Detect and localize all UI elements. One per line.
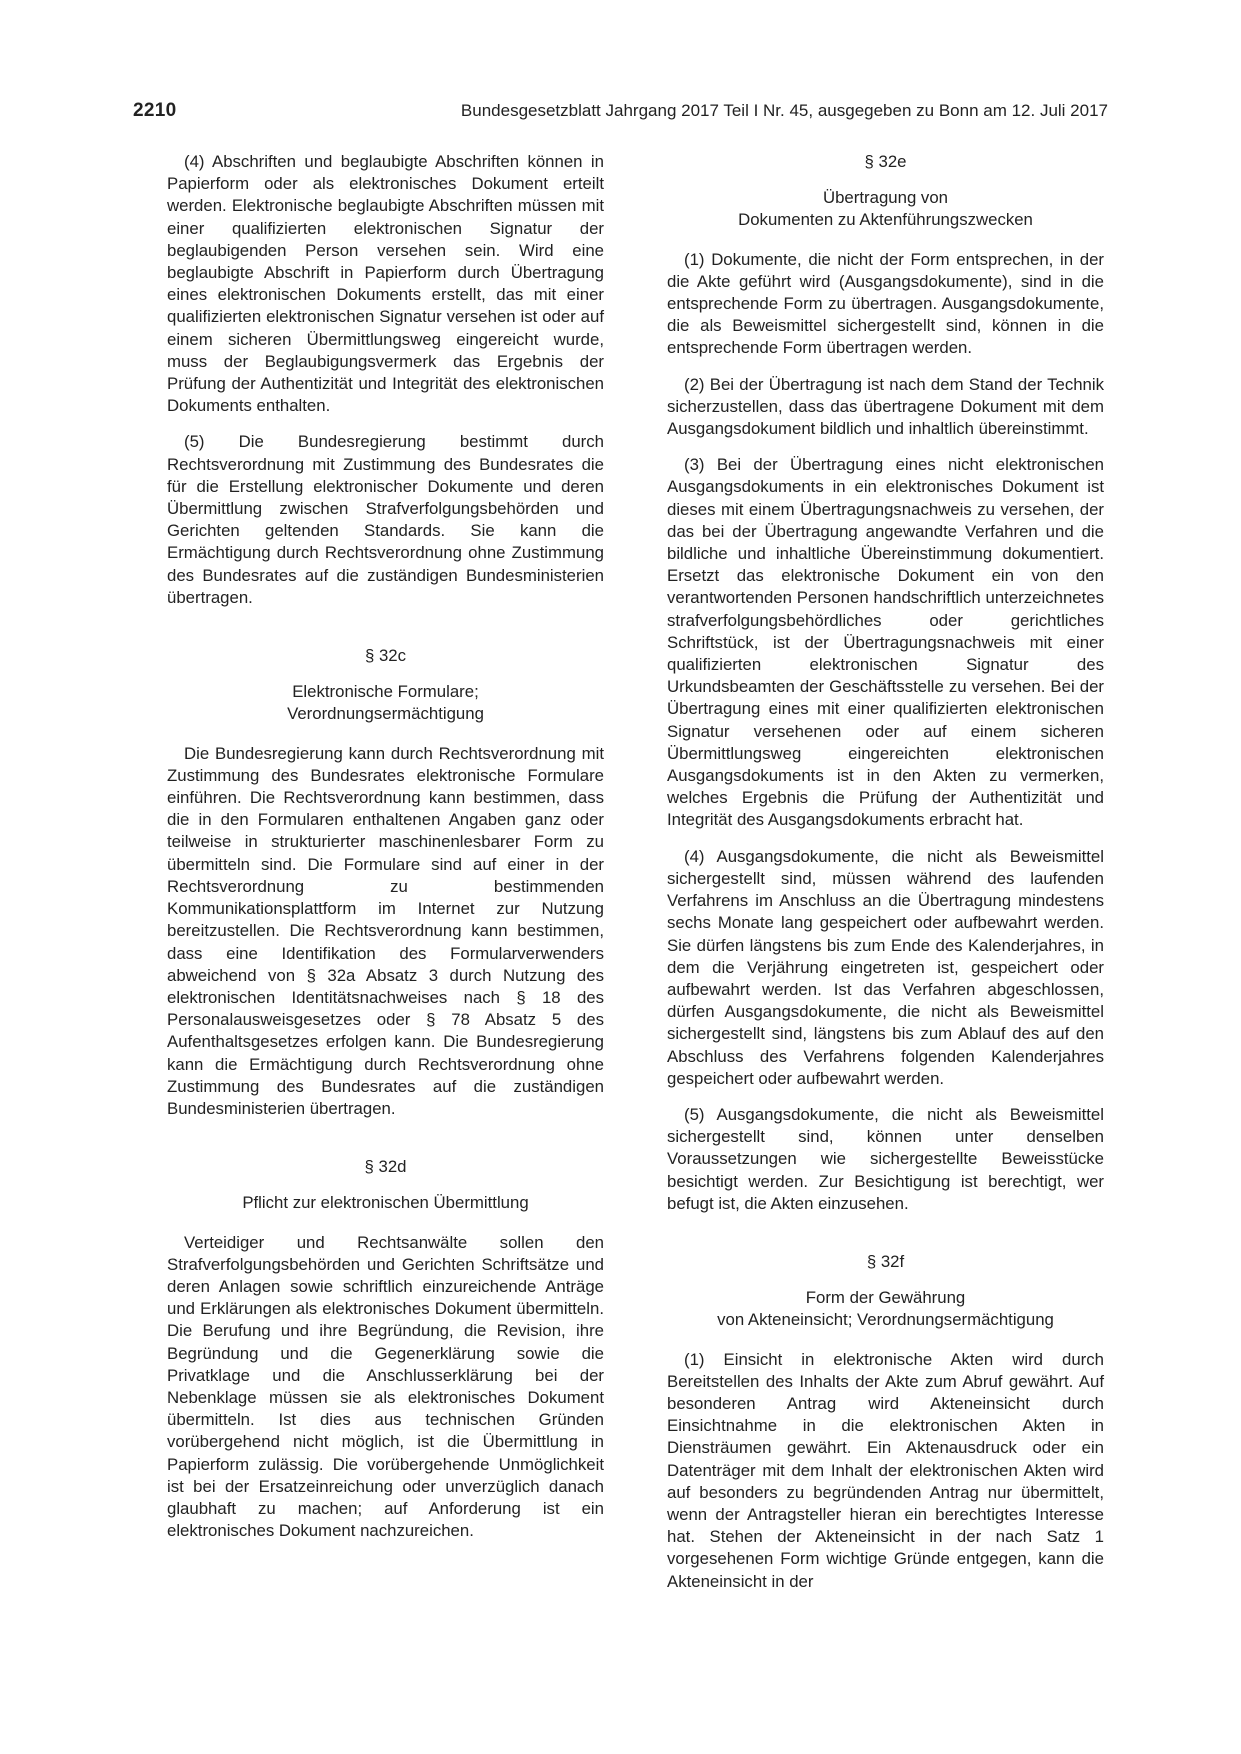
section-32c — [167, 645, 604, 1120]
section-32f — [667, 1251, 1104, 1593]
paragraph-32e-4: (4) Ausgangsdokumente, die nicht als Beweismittel sichergestellt sind, müssen während des laufenden Verfahrens im Anschluss an die Übertragung mindestens sechs Monate lang gespeichert oder aufbewahrt werden. Sie dürfen längstens bis zum Ende des Kalenderjahres, in dem die Verjährung eingetreten ist, gespeichert oder aufbewahrt werden. Ist das Verfahren abgeschlossen, dürfen Ausgangsdokumente, die nicht als Beweismittel sichergestellt sind, längstens bis zum Ablauf des auf den Abschluss des Verfahrens folgenden Kalenderjahres gespeichert oder aufbewahrt werden. — [667, 846, 1104, 1088]
paragraph-32e-1: (1) Dokumente, die nicht der Form entsprechen, in der die Akte geführt wird (Ausgangsdokumente), sind in die entsprechende Form zu übertragen. Ausgangsdokumente, die als Beweismittel sichergestellt sind, können in die entsprechende Form übertragen werden. — [667, 249, 1104, 358]
paragraph-32e-2: (2) Bei der Übertragung ist nach dem Stand der Technik sicherzustellen, dass das übertragene Dokument mit dem Ausgangsdokument bildlich und inhaltlich übereinstimmt. — [667, 374, 1104, 439]
paragraph-32f-1: (1) Einsicht in elektronische Akten wird durch Bereitstellen des Inhalts der Akte zum Abruf gewährt. Auf besonderen Antrag wird Akteneinsicht durch Einsichtnahme in die elektronischen Akten in Diensträumen gewährt. Ein Aktenausdruck oder ein Datenträger mit dem Inhalt der elektronischen Akten wird auf besonders zu begründenden Antrag nur übermittelt, wenn der Antragsteller hieran ein berechtigtes Interesse hat. Stehen der Akteneinsicht in der nach Satz 1 vorgesehenen Form wichtige Gründe entgegen, kann die Akteneinsicht in der — [667, 1349, 1104, 1591]
paragraph-32e-3: (3) Bei der Übertragung eines nicht elektronischen Ausgangsdokuments in ein elektronisches Dokument ist dieses mit einem Übertragungsnachweis zu versehen, der das bei der Übertragung angewandte Verfahren und die bildliche und inhaltliche Übereinstimmung dokumentiert. Ersetzt das elektronische Dokument ein von den verantwortenden Personen handschriftlich unterzeichnetes strafverfolgungsbehördliches oder gerichtliches Schriftstück, ist der Übertragungsnachweis mit einer qualifizierten elektronischen Signatur des Urkundsbeamten der Geschäftsstelle zu versehen. Bei der Übertragung eines mit einer qualifizierten elektronischen Signatur versehenen oder auf einem sicheren Übermittlungsweg eingereichten elektronischen Ausgangsdokuments ist in den Akten zu vermerken, welches Ergebnis die Prüfung der Authentizität und Integrität des Ausgangsdokuments erbracht hat. — [667, 455, 1104, 830]
paragraph-32e-5: (5) Ausgangsdokumente, die nicht als Beweismittel sichergestellt sind, können unter denselben Voraussetzungen wie sichergestellte Beweisstücke besichtigt werden. Zur Besichtigung ist berechtigt, wer befugt ist, die Akten einzusehen. — [667, 1104, 1104, 1213]
page-number: 2210 — [133, 100, 177, 121]
paragraph-32b-5: (5) Die Bundesregierung bestimmt durch Rechtsverordnung mit Zustimmung des Bundesrates die für die Erstellung elektronischer Dokumente und deren Übermittlung zwischen Strafverfolgungsbehörden und Gerichten geltenden Standards. Sie kann die Ermächtigung durch Rechtsverordnung ohne Zustimmung des Bundesrates auf die zuständigen Bundesministerien übertragen. — [167, 432, 604, 607]
section-paragraph: Verteidiger und Rechtsanwälte sollen den Strafverfolgungsbehörden und Gerichten Schriftsätze und deren Anlagen sowie schriftlich einzureichende Anträge und Erklärungen als elektronisches Dokument übermitteln. Die Berufung und ihre Begründung, die Revision, ihre Begründung und die Gegenerklärung sowie die Privatklage und die Anschlusserklärung bei der Nebenklage müssen sie als elektronisches Dokument übermitteln. Ist dies aus technischen Gründen vorübergehend nicht möglich, ist die Übermittlung in Papierform zulässig. Die vorübergehende Unmöglichkeit ist bei der Ersatzeinreichung oder unverzüglich danach glaubhaft zu machen; auf Anforderung ist ein elektronisches Dokument nachzureichen. — [167, 1232, 604, 1541]
section-title: Elektronische Formulare; Verordnungsermächtigung — [287, 682, 484, 724]
section-number: § 32d — [364, 1157, 407, 1177]
gazette-header-title: Bundesgesetzblatt Jahrgang 2017 Teil I Nr. 45, ausgegeben zu Bonn am 12. Juli 2017 — [460, 101, 1108, 120]
right-column — [667, 151, 1104, 1607]
section-paragraph: Die Bundesregierung kann durch Rechtsverordnung mit Zustimmung des Bundesrates elektronische Formulare einführen. Die Rechtsverordnung kann bestimmen, dass die in den Formularen enthaltenen Angaben ganz oder teilweise in strukturierter maschinenlesbarer Form zu übermitteln sind. Die Formulare sind auf einer in der Rechtsverordnung zu bestimmenden Kommunikationsplattform im Internet zur Nutzung bereitzustellen. Die Rechtsverordnung kann bestimmen, dass eine Identifikation des Formularverwenders abweichend von § 32a Absatz 3 durch Nutzung des elektronischen Identitätsnachweises nach § 18 des Personalausweisgesetzes oder § 78 Absatz 5 des Aufenthaltsgesetzes erfolgen kann. Die Bundesregierung kann die Ermächtigung durch Rechtsverordnung ohne Zustimmung des Bundesrates auf die zuständigen Bundesministerien übertragen. — [167, 743, 604, 1118]
section-number: § 32e — [864, 152, 907, 171]
section-title: Pflicht zur elektronischen Übermittlung — [242, 1193, 529, 1213]
page-header — [133, 100, 1108, 126]
section-title: Form der Gewährung von Akteneinsicht; Verordnungsermächtigung — [717, 1288, 1054, 1330]
left-column — [167, 151, 604, 1556]
section-number: § 32f — [866, 1251, 905, 1271]
section-title: Übertragung von Dokumenten zu Aktenführungszwecken — [738, 188, 1033, 230]
paragraph-32b-4: (4) Abschriften und beglaubigte Abschriften können in Papierform oder als elektronisches Dokument erteilt werden. Elektronische beglaubigte Abschriften müssen mit einer qualifizierten elektronischen Signatur der beglaubigenden Person versehen sein. Wird eine beglaubigte Abschrift in Papierform durch Übertragung eines elektronischen Dokuments erstellt, das mit einer qualifizierten elektronischen Signatur versehen ist oder auf einem sicheren Übermittlungsweg eingereicht wurde, muss der Beglaubigungsvermerk das Ergebnis der Prüfung der Authentizität und Integrität des elektronischen Dokuments enthalten. — [167, 152, 604, 416]
section-number: § 32c — [364, 646, 407, 666]
section-32d — [167, 1156, 604, 1542]
